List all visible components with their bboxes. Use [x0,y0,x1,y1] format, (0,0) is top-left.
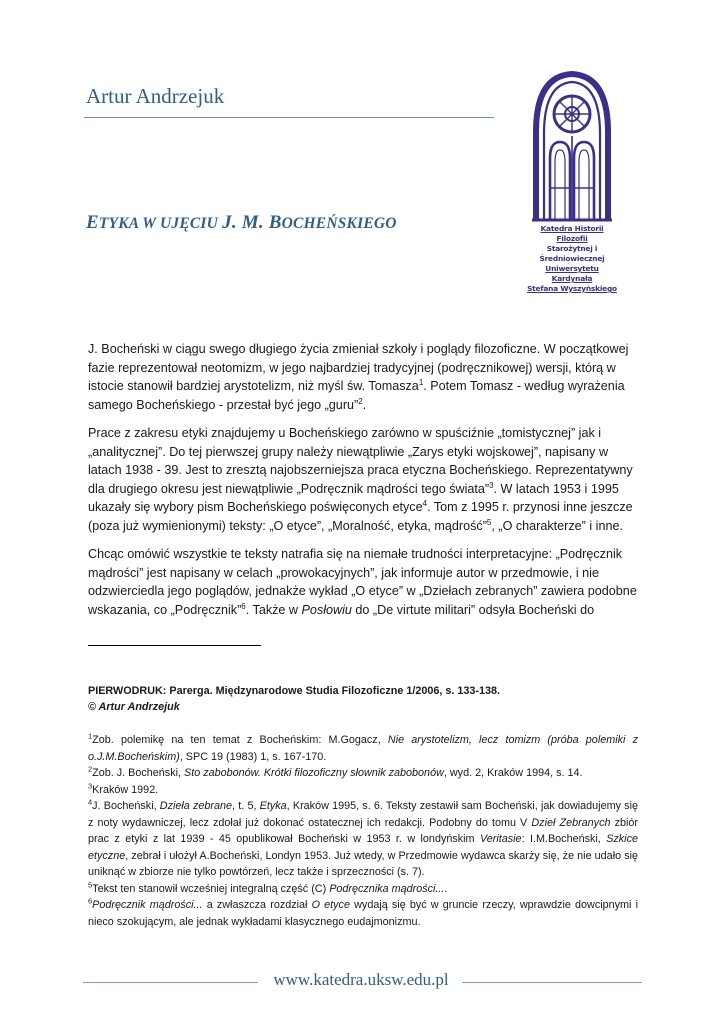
italic-text: Szkice etyczne [88,833,638,862]
footnote [88,881,638,898]
text-run: J. Bocheński, [92,800,160,812]
footnote [88,765,638,782]
text-run: J. Bocheński w ciągu swego długiego życia zmieniał szkoły i poglądy filozoficzne. W początkowej fazie reprezentował neotomizm, w jego najbardziej tradycyjnej (podręcznikowej) wersji, którą w istocie stanowił bardziej arystotelizm, niż myśl św. Tomasza [88,342,629,393]
body-paragraph [88,340,638,414]
footnote [88,732,638,765]
footer-url[interactable]: www.katedra.uksw.edu.pl [273,970,449,989]
italic-text: Posłowiu [301,602,352,617]
text-run: , t. 5, [232,800,260,812]
italic-text: Dzieł Zebranych [531,816,611,829]
text-run: zbiór prac z etyki z lat 1939 - 45 opublikował Bocheński w 1953 r. w londyńskim [88,816,639,845]
text-run: Kraków 1992. [92,783,159,796]
text-run: Chcąc omówić wszystkie te teksty natrafia się na niemałe trudności interpretacyjne: „Podręcznik mądrości” jest napisany w celach „prowokacyjnych”, jak informuje autor w przedmowie, i nie odzwierciedla jego poglądów, jednakże wykład „O etyce” w „Dziełach zebranych” zawiera podobne wskazania, co „Podręcznik” [88,547,637,617]
text-run: Zob. polemikę na ten temat z Bocheńskim: M.Gogacz, [92,734,388,746]
text-run: : I.M.Bocheński, [521,833,607,845]
footnote-ref: 2 [358,396,363,406]
italic-text: Podręcznik mądrości... [92,899,203,911]
footnote-ref: 5 [88,879,93,889]
logo-caption [526,224,618,294]
footnote-ref: 3 [489,480,494,490]
text-run: Prace z zakresu etyki znajdujemy u Bocheńskiego zarówno w spuściźnie „tomistycznej” jak i „analitycznej”. Do tej pierwszej grupy należy niewątpliwie „Zarys etyki wojskowej”, napisany w latach 1938 - 39. Jest to zresztą najobszerniejsza praca etyczna Bocheńskiego. Reprezentatywny dla drugiego okresu jest niewątpliwie „Podręcznik mądrości tego świata” [88,426,633,496]
footnote-ref: 4 [422,498,428,508]
italic-text: Dzieła zebrane [159,800,233,812]
footnote [88,798,638,881]
gothic-window-icon [530,70,614,222]
text-run: . [362,397,367,412]
author-rule [84,117,494,118]
italic-text: O etyce [311,899,350,911]
text-run: , Kraków 1995, s. 6. Teksty zestawił sam Bocheński, jak dowiadujemy się z noty wydawniczej, lecz zdołał już dokonać ostatecznej ich redakcji. Podobny do tomu V [88,800,638,829]
document-title [86,212,397,234]
text-run: . [444,882,448,895]
footnote-ref: 4 [88,797,93,807]
footnote-ref: 2 [88,764,93,774]
footer-rule-left [83,982,258,983]
title-part: J. M. B [222,212,282,233]
footnote [88,782,638,799]
logo-line: Uniwersytetu Kardynała [545,264,599,283]
logo-line: Stefana Wyszyńskiego [527,284,617,293]
italic-text: Sto zabobonów. Krótki filozoficzny słownik zabobonów [184,767,444,779]
first-print-note [88,683,638,715]
footnotes [88,732,638,930]
title-part: TYKA W UJĘCIU [98,215,223,232]
text-run: . Także w [245,602,302,617]
italic-text: Veritasie [479,833,522,845]
text-run: . Tom z 1995 r. przynosi inne jeszcze (poza już wymienionymi) teksty: „O etyce”, „Moralność, etyka, mądrość” [88,500,633,533]
title-part: E [86,212,99,233]
text-run: . Potem Tomasz - według wyrażenia samego Bocheńskiego - przestał być jego „guru” [88,379,625,412]
footnote-ref: 1 [88,731,93,741]
logo-line: Katedra Historii Filozofii [540,224,604,243]
footnote [88,897,638,930]
text-run: , zebrał i ułożył A.Bocheński, Londyn 1953. Już wtedy, w Przedmowie wydawca skarży się, że nie udało się uniknąć w zbiorze nie tylko powtórzeń, lecz także i sprzeczności (s. 7). [88,849,638,878]
italic-text: Podręcznika mądrości... [329,882,445,895]
logo-line: Starożytnej i Średniowiecznej [539,244,605,263]
footer-rule-right [462,982,642,983]
author-name: Artur Andrzejuk [86,84,225,108]
body-paragraph [88,424,638,535]
text-run: , „O charakterze” i inne. [491,518,623,533]
copyright-line: © Artur Andrzejuk [88,701,180,713]
footnote-ref: 1 [418,377,424,387]
text-run: wydają się być w gruncie rzeczy, wprawdzie dowcipnymi i nieco szokującym, ale jednak wykładami klasycznego eudajmonizmu. [88,899,639,928]
first-print-line: PIERWODRUK: Parerga. Międzynarodowe Studia Filozoficzne 1/2006, s. 133-138. [88,685,501,697]
italic-text: Nie arystotelizm, lecz tomizm (próba polemiki z o.J.M.Bocheńskim) [88,734,638,763]
text-run: do „De virtute militari” odsyła Bocheński do [351,602,595,617]
text-run: , wyd. 2, Kraków 1994, s. 14. [443,767,583,779]
body-paragraph [88,545,638,619]
footnote-ref: 5 [486,517,492,527]
footnote-ref: 6 [241,601,246,611]
title-part: OCHEŃSKIEGO [281,215,397,232]
italic-text: Etyka [259,800,287,812]
body-text [88,340,638,629]
footnote-separator [88,645,261,646]
text-run: a zwłaszcza rozdział [202,899,312,911]
footnote-ref: 3 [88,780,93,790]
department-logo [526,70,618,293]
text-run: , SPC 19 (1983) 1, s. 167-170. [179,750,327,763]
text-run: . W latach 1953 i 1995 ukazały się wybory pism Bocheńskiego poświęconych etyce [88,481,619,514]
footnote-ref: 6 [88,896,93,906]
text-run: Tekst ten stanowił wcześniej integralną część (C) [92,882,330,895]
text-run: Zob. J. Bocheński, [92,767,184,779]
